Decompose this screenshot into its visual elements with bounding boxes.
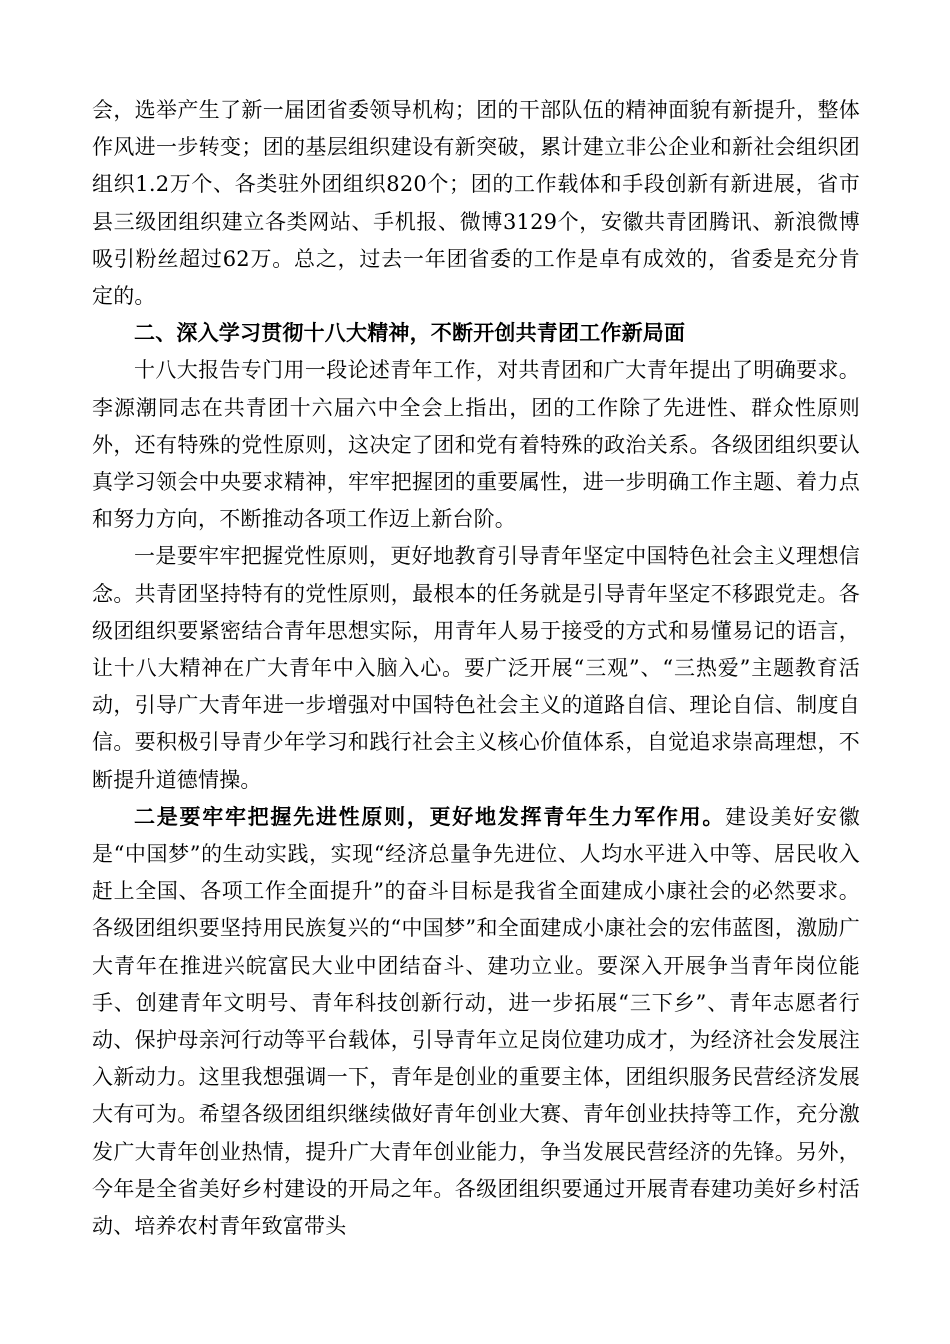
paragraph-body-text: 建设美好安徽是“中国梦”的生动实践，实现“经济总量争先进位、人均水平进入中等、居民收入赶上全国、各项工作全面提升”的奋斗目标是我省全面建成小康社会的必然要求。各级团组织要坚持用民族复兴的“中国梦”和全面建成小康社会的宏伟蓝图，激励广大青年在推进兴皖富民大业中团结奋斗、建功立业。要深入开展争当青年岗位能手、创建青年文明号、青年科技创新行动，进一步拓展“三下乡”、青年志愿者行动、保护母亲河行动等平台载体，引导青年立足岗位建功成才，为经济社会发展注入新动力。这里我想强调一下，青年是创业的重要主体，团组织服务民营经济发展大有可为。希望各级团组织继续做好青年创业大赛、青年创业扶持等工作，充分激发广大青年创业热情，提升广大青年创业能力，争当发展民营经济的先锋。另外，今年是全省美好乡村建设的开局之年。各级团组织要通过开展青春建功美好乡村活动、培养农村青年致富带头 (92, 804, 861, 1239)
document-page (92, 92, 860, 1245)
paragraph-party-principle: 一是要牢牢把握党性原则，更好地教育引导青年坚定中国特色社会主义理想信念。共青团坚持特有的党性原则，最根本的任务就是引导青年坚定不移跟党走。各级团组织要紧密结合青年思想实际，用青年人易于接受的方式和易懂易记的语言，让十八大精神在广大青年中入脑入心。要广泛开展“三观”、“三热爱”主题教育活动，引导广大青年进一步增强对中国特色社会主义的道路自信、理论自信、制度自信。要积极引导青少年学习和践行社会主义核心价值体系，自觉追求崇高理想，不断提升道德情操。 (92, 544, 860, 792)
paragraph-work-summary: 会，选举产生了新一届团省委领导机构；团的干部队伍的精神面貌有新提升，整体作风进一步转变；团的基层组织建设有新突破，累计建立非公企业和新社会组织团组织1.2万个、各类驻外团组织820个；团的工作载体和手段创新有新进展，省市县三级团组织建立各类网站、手机报、微博3129个，安徽共青团腾讯、新浪微博吸引粉丝超过62万。总之，过去一年团省委的工作是卓有成效的，省委是充分肯定的。 (92, 98, 860, 309)
paragraph-advanced-principle (92, 799, 860, 1245)
section-heading-2: 二、深入学习贯彻十八大精神，不断开创共青团工作新局面 (134, 321, 686, 346)
paragraph-eighteenth-congress: 十八大报告专门用一段论述青年工作，对共青团和广大青年提出了明确要求。李源潮同志在共青团十六届六中全会上指出，团的工作除了先进性、群众性原则外，还有特殊的党性原则，这决定了团和党有着特殊的政治关系。各级团组织要认真学习领会中央要求精神，牢牢把握团的重要属性，进一步明确工作主题、着力点和努力方向，不断推动各项工作迈上新台阶。 (92, 358, 860, 532)
paragraph-bold-lead: 二是要牢牢把握先进性原则，更好地发挥青年生力军作用。 (134, 804, 726, 829)
